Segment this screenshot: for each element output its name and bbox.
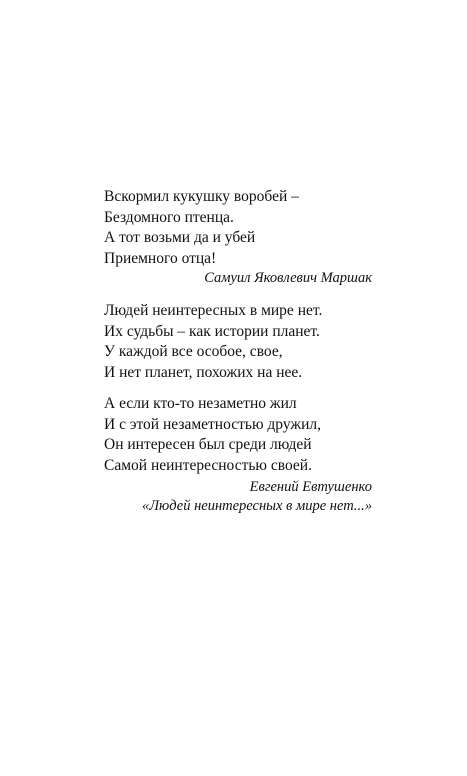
poem-line: Вскормил кукушку воробей – [104,188,299,205]
author-name: Самуил Яковлевич Маршак [204,270,372,286]
poem-line: И с этой незаметностью дружил, [104,415,321,433]
epigraph-yevtushenko-stanza-1 [104,301,322,383]
poem-source-title: «Людей неинтересных в мире нет...» [141,498,372,514]
poem-line: Самой неинтересностью своей. [104,456,312,474]
poem-line: Он интересен был среди людей [104,436,312,453]
poem-line: Бездомного птенца. [104,208,234,226]
epigraph-marshak-stanza [104,187,299,269]
epigraph-yevtushenko-attribution [142,478,372,516]
epigraph-marshak-attribution [204,269,372,288]
poem-line: Людей неинтересных в мире нет. [104,302,323,319]
author-name: Евгений Евтушенко [249,479,372,495]
poem-line: И нет планет, похожих на нее. [104,363,303,381]
poem-line: У каждой все особое, свое, [104,343,283,360]
poem-line: А тот возьми да и убей [104,229,256,246]
epigraph-yevtushenko-stanza-2 [104,394,321,476]
poem-line: Их судьбы – как истории планет. [104,322,320,340]
poem-line: Приемного отца! [104,249,217,267]
poem-line: А если кто-то незаметно жил [104,395,297,412]
